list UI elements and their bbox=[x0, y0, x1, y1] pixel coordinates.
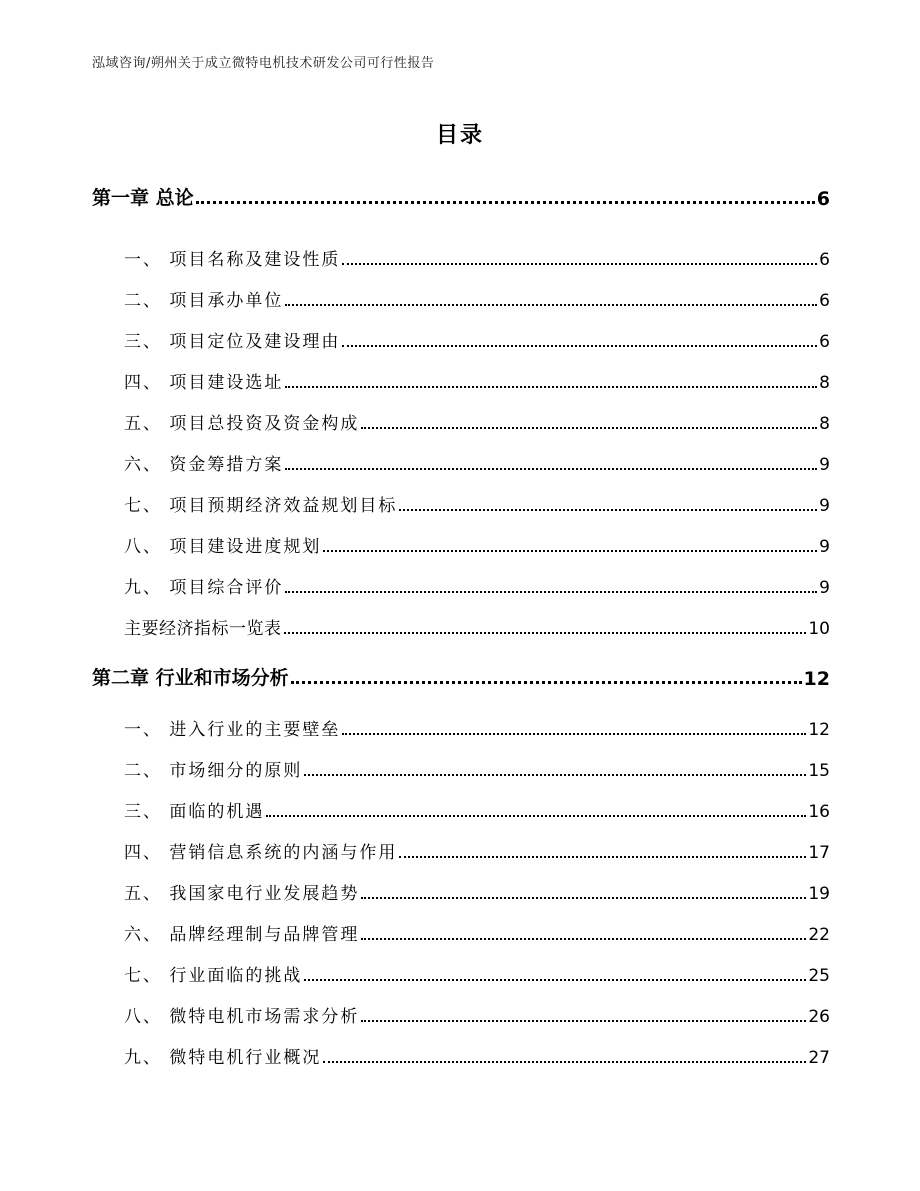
dot-leader bbox=[285, 591, 817, 593]
toc-entry-2-4[interactable] bbox=[124, 839, 830, 863]
toc-entry-page: 27 bbox=[808, 1048, 830, 1068]
toc-entry-label: 一、 进入行业的主要壁垒 bbox=[124, 720, 341, 740]
toc-entry-page: 22 bbox=[808, 925, 830, 945]
dot-leader bbox=[291, 681, 802, 684]
toc-entry-1-8[interactable] bbox=[124, 533, 830, 557]
toc-entry-chapter-2[interactable] bbox=[92, 664, 830, 690]
toc-entry-page: 9 bbox=[819, 455, 830, 475]
toc-entry-page: 15 bbox=[808, 761, 830, 781]
dot-leader bbox=[304, 774, 806, 776]
toc-entry-1-1[interactable] bbox=[124, 246, 830, 270]
dot-leader bbox=[361, 938, 806, 940]
dot-leader bbox=[342, 345, 817, 347]
toc-entry-page: 9 bbox=[819, 578, 830, 598]
toc-entry-page: 10 bbox=[808, 619, 830, 639]
dot-leader bbox=[304, 979, 806, 981]
toc-entry-page: 26 bbox=[808, 1007, 830, 1027]
toc-entry-label: 五、 我国家电行业发展趋势 bbox=[124, 884, 360, 904]
toc-entry-page: 6 bbox=[819, 291, 830, 311]
toc-entry-page: 9 bbox=[819, 496, 830, 516]
dot-leader bbox=[285, 304, 817, 306]
toc-entry-page: 6 bbox=[816, 188, 830, 210]
toc-entry-2-1[interactable] bbox=[124, 716, 830, 740]
toc-entry-page: 9 bbox=[819, 537, 830, 557]
dot-leader bbox=[323, 1061, 806, 1063]
toc-entry-1-4[interactable] bbox=[124, 369, 830, 393]
toc-entry-label: 第二章 行业和市场分析 bbox=[92, 667, 289, 689]
toc-entry-page: 12 bbox=[808, 720, 830, 740]
toc-entry-label: 一、 项目名称及建设性质 bbox=[124, 250, 341, 270]
toc-entry-1-9[interactable] bbox=[124, 574, 830, 598]
dot-leader bbox=[361, 1020, 806, 1022]
toc-entry-chapter-1[interactable] bbox=[92, 184, 830, 210]
toc-entry-label: 五、 项目总投资及资金构成 bbox=[124, 414, 360, 434]
toc-entry-1-6[interactable] bbox=[124, 451, 830, 475]
toc-entry-2-3[interactable] bbox=[124, 798, 830, 822]
toc-entry-label: 二、 市场细分的原则 bbox=[124, 761, 303, 781]
toc-entry-page: 25 bbox=[808, 966, 830, 986]
toc-entry-2-5[interactable] bbox=[124, 880, 830, 904]
dot-leader bbox=[399, 856, 806, 858]
toc-entry-2-8[interactable] bbox=[124, 1003, 830, 1027]
toc-title: 目录 bbox=[435, 123, 484, 148]
dot-leader bbox=[196, 201, 815, 204]
toc-entry-label: 第一章 总论 bbox=[92, 187, 194, 209]
dot-leader bbox=[266, 815, 806, 817]
toc-entry-1-5[interactable] bbox=[124, 410, 830, 434]
toc-entry-page: 8 bbox=[819, 373, 830, 393]
toc-entry-label: 九、 微特电机行业概况 bbox=[124, 1048, 322, 1068]
toc-entry-label: 三、 面临的机遇 bbox=[124, 802, 265, 822]
toc-entry-1-7[interactable] bbox=[124, 492, 830, 516]
toc-entry-label: 二、 项目承办单位 bbox=[124, 291, 284, 311]
toc-entry-label: 六、 品牌经理制与品牌管理 bbox=[124, 925, 360, 945]
toc-entry-1-3[interactable] bbox=[124, 328, 830, 352]
dot-leader bbox=[342, 733, 806, 735]
toc-entry-label: 三、 项目定位及建设理由 bbox=[124, 332, 341, 352]
dot-leader bbox=[342, 263, 817, 265]
toc-entry-page: 6 bbox=[819, 332, 830, 352]
running-header: 泓域咨询/朔州关于成立微特电机技术研发公司可行性报告 bbox=[92, 56, 435, 71]
toc-entry-label: 九、 项目综合评价 bbox=[124, 578, 284, 598]
toc-entry-page: 19 bbox=[808, 884, 830, 904]
dot-leader bbox=[285, 468, 817, 470]
toc-entry-2-6[interactable] bbox=[124, 921, 830, 945]
dot-leader bbox=[361, 897, 806, 899]
toc-entry-label: 四、 营销信息系统的内涵与作用 bbox=[124, 843, 398, 863]
toc-entry-label: 主要经济指标一览表 bbox=[124, 619, 282, 639]
toc-entry-label: 七、 行业面临的挑战 bbox=[124, 966, 303, 986]
dot-leader bbox=[323, 550, 817, 552]
toc-entry-2-7[interactable] bbox=[124, 962, 830, 986]
dot-leader bbox=[285, 386, 817, 388]
dot-leader bbox=[399, 509, 817, 511]
toc-entry-page: 6 bbox=[819, 250, 830, 270]
toc-entry-2-9[interactable] bbox=[124, 1044, 830, 1068]
toc-entry-label: 六、 资金筹措方案 bbox=[124, 455, 284, 475]
dot-leader bbox=[284, 632, 807, 634]
toc-entry-page: 12 bbox=[803, 668, 830, 690]
toc-entry-1-table[interactable] bbox=[124, 615, 830, 639]
toc-entry-page: 17 bbox=[808, 843, 830, 863]
toc-entry-page: 8 bbox=[819, 414, 830, 434]
toc-entry-page: 16 bbox=[808, 802, 830, 822]
dot-leader bbox=[361, 427, 817, 429]
toc-entry-label: 八、 项目建设进度规划 bbox=[124, 537, 322, 557]
toc-entry-1-2[interactable] bbox=[124, 287, 830, 311]
toc-entry-label: 八、 微特电机市场需求分析 bbox=[124, 1007, 360, 1027]
toc-entry-2-2[interactable] bbox=[124, 757, 830, 781]
toc-entry-label: 四、 项目建设选址 bbox=[124, 373, 284, 393]
toc-entry-label: 七、 项目预期经济效益规划目标 bbox=[124, 496, 398, 516]
